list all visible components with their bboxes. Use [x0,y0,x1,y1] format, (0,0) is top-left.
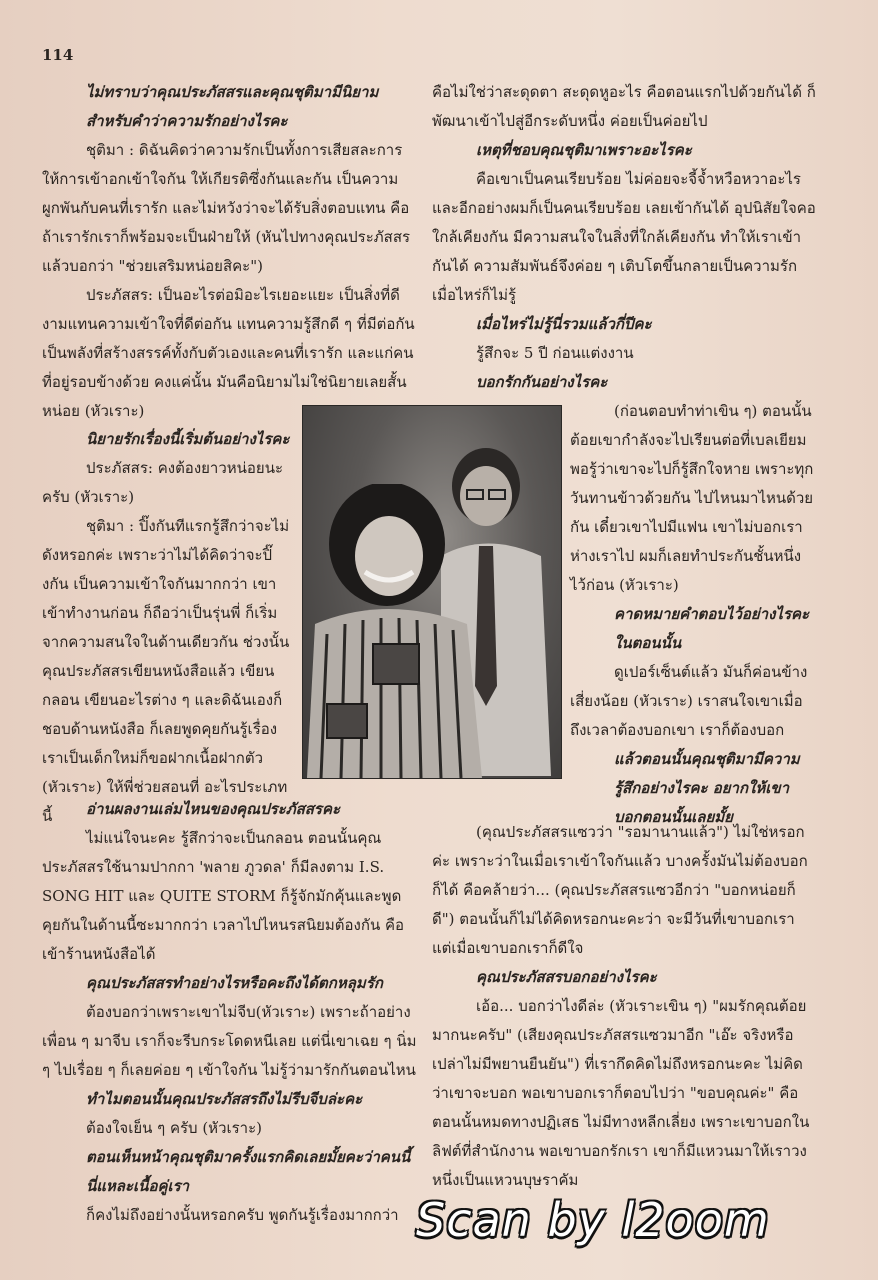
couple-photo [302,405,562,779]
interview-question: บอกรักกันอย่างไรคะ [476,373,608,391]
woman-figure [307,484,482,778]
interview-question: เหตุที่ชอบคุณชุติมาเพราะอะไรคะ [476,141,692,159]
scan-watermark: Scan by l2oom [416,1193,770,1247]
interview-answer: ประภัสสร: คงต้องยาวหน่อยนะครับ (หัวเราะ) [42,459,284,506]
interview-question: คุณประภัสสรบอกอย่างไรคะ [476,968,657,986]
interview-question: อ่านผลงานเล่มไหนของคุณประภัสสรคะ [86,800,341,818]
right-column-narrow [570,397,816,832]
interview-question: คาดหมายคำตอบไว้อย่างไรคะในตอนนั้น [614,605,810,652]
interview-question: คุณประภัสสรทำอย่างไรหรือคะถึงได้ตกหลุมรัก [86,974,383,992]
interview-question: เมื่อไหร่ไม่รู้นี่รวมแล้วกี่ปีคะ [476,315,652,333]
interview-question: นิยายรักเรื่องนี้เริ่มต้นอย่างไรคะ [86,430,290,448]
interview-answer: ชุติมา : ดิฉันคิดว่าความรักเป็นทั้งการเสียสละการให้การเข้าอกเข้าใจกัน ให้เกียรติซึ่งกันและกัน เป็นความผูกพันกับคนที่เรารัก และไม่หวังว่าจะได้รับสิ่งตอบแทน คือถ้าเรารักเราก็พร้อมจะเป็นฝ่ายให้ (หันไปทางคุณประภัสสรแล้วบอกว่า "ช่วยเสริมหน่อยสิคะ") [42,141,411,275]
right-column-top [432,78,816,397]
interview-answer: ต้องบอกว่าเพราะเขาไม่จีบ(หัวเราะ) เพราะถ้าอย่างเพื่อน ๆ มาจีบ เราก็จะรีบกระโดดหนีเลย แต่นี่เขาเฉย ๆ นิ่ม ๆ ไปเรื่อย ๆ ก็เลยค่อย ๆ เข้าใจกัน ไม่รู้ว่ามารักกันตอนไหน [42,1003,417,1079]
interview-question: ทำไมตอนนั้นคุณประภัสสรถึงไม่รีบจีบล่ะคะ [86,1090,363,1108]
interview-question: ตอนเห็นหน้าคุณชุติมาครั้งแรกคิดเลยมั้ยคะว่าคนนี้นี่แหละเนื้อคู่เรา [86,1148,411,1195]
interview-answer: คือไม่ใช่ว่าสะดุดตา สะดุดหูอะไร คือตอนแรกไปด้วยกันได้ ก็พัฒนาเข้าไปสู่อีกระดับหนึ่ง ค่อยเป็นค่อยไป [432,83,816,130]
interview-answer: ประภัสสร: เป็นอะไรต่อมิอะไรเยอะแยะ เป็นสิ่งที่ดีงามแทนความเข้าใจที่ดีต่อกัน แทนความรู้สึกดี ๆ ที่มีต่อกันเป็นพลังที่สร้างสรรค์ทั้งกับตัวเองและคนที่เรารัก และแก่คนที่อยู่รอบข้างด้วย คงแค่นั้น มันคือนิยามไม่ใช่นิยายเลยสั้นหน่อย (หัวเราะ) [42,286,415,420]
interview-answer: ชุติมา : ปิ๊งกันทีแรกรู้สึกว่าจะไม่ดังหรอกค่ะ เพราะว่าไม่ได้คิดว่าจะปิ๊งกัน เป็นความเข้าใจกันมากกว่า เขาเข้าทำงานก่อน ก็ถือว่าเป็นรุ่นพี่ ก็เริ่มจากความสนใจในด้านเดียวกัน ช่วงนั้นคุณประภัสสรเขียนหนังสือแล้ว เขียนกลอน เขียนอะไรต่าง ๆ และดิฉันเองก็ชอบด้านหนังสือ ก็เลยพูดคุยกันรู้เรื่องเราเป็นเด็กใหม่ก็ขอฝากเนื้อฝากตัว (หัวเราะ) ให้พี่ช่วยสอนที่ อะไรประเภทนี้ [42,517,290,825]
interview-answer: ไม่แน่ใจนะคะ รู้สึกว่าจะเป็นกลอน ตอนนั้นคุณประภัสสรใช้นามปากกา 'พลาย ภูวดล' ก็มีลงตาม I.S. SONG HIT และ QUITE STORM ก็รู้จักมักคุ้นและพูดคุยกันในด้านนี้ซะมากกว่า เวลาไปไหนรสนิยมต้องกัน คือเข้าร้านหนังสือได้ [42,829,405,963]
interview-question: ไม่ทราบว่าคุณประภัสสรและคุณชุติมามีนิยามสำหรับคำว่าความรักอย่างไรคะ [86,83,379,130]
left-column-narrow [42,425,294,831]
interview-answer: คือเขาเป็นคนเรียบร้อย ไม่ค่อยจะจี้จ้ำหวือหวาอะไร และอีกอย่างผมก็เป็นคนเรียบร้อย เลยเข้ากันได้ อุปนิสัยใจคอใกล้เคียงกัน มีความสนใจในสิ่งที่ใกล้เคียงกัน ทำให้เราเข้ากันได้ ความสัมพันธ์จึงค่อย ๆ เติบโตขึ้นกลายเป็นความรักเมื่อไหร่ก็ไม่รู้ [432,170,816,304]
interview-question: แล้วตอนนั้นคุณชุติมามีความรู้สึกอย่างไรคะ อยากให้เขาบอกตอนนั้นเลยมั้ย [614,750,800,826]
interview-answer: เอ้อ... บอกว่าไงดีล่ะ (หัวเราะเขิน ๆ) "ผมรักคุณต้อยมากนะครับ" (เสียงคุณประภัสสรแซวมาอีก "เอ๊ะ จริงหรือเปล่าไม่มีพยานยืนยัน") ที่เรากึดคิดไม่ถึงหรอกนะคะ ไม่คิดว่าเขาจะบอก พอเขาบอกเราก็ตอบไปว่า "ขอบคุณค่ะ" คือตอนนั้นหมดทางปฏิเสธ ไม่มีทางหลีกเลี่ยง เพราะเขาบอกในลิฟต์ที่สำนักงาน พอเขาบอกรักเรา เขาก็มีแหวนมาให้เราวงหนึ่งเป็นแหวนบุษราคัม [432,997,810,1189]
interview-answer: ดูเปอร์เซ็นต์แล้ว มันก็ค่อนข้างเสี่ยงน้อย (หัวเราะ) เราสนใจเขาเมื่อถึงเวลาต้องบอกเขา เราก็ต้องบอก [570,663,808,739]
interview-answer: ต้องใจเย็น ๆ ครับ (หัวเราะ) [86,1119,263,1137]
page-number: 114 [42,46,74,64]
interview-answer: รู้สึกจะ 5 ปี ก่อนแต่งงาน [476,344,634,362]
right-column-bottom [432,818,816,1195]
left-column-top [42,78,418,426]
left-column-bottom [42,795,418,1230]
interview-answer: (คุณประภัสสรแซวว่า "รอมานานแล้ว") ไม่ใช่หรอกค่ะ เพราะว่าในเมื่อเราเข้าใจกันแล้ว บางครั้งมันไม่ต้องบอกก็ได้ คือคล้ายว่า... (คุณประภัสสรแซวอีกว่า "บอกหน่อยก็ดี") ตอนนั้นก็ไม่ได้คิดหรอกนะคะว่า จะมีวันที่เขาบอกเรา แต่เมื่อเขาบอกเราก็ดีใจ [432,823,808,957]
interview-answer: ก็คงไม่ถึงอย่างนั้นหรอกครับ พูดกันรู้เรื่องมากกว่า [86,1206,399,1224]
interview-answer: (ก่อนตอบทำท่าเขิน ๆ) ตอนนั้นต้อยเขากำลังจะไปเรียนต่อที่เบลเยียม พอรู้ว่าเขาจะไปก็รู้สึกใจหาย เพราะทุกวันทานข้าวด้วยกัน ไปไหนมาไหนด้วยกัน เดี๋ยวเขาไปมีแฟน เขาไม่บอกเรา ห่างเราไป ผมก็เลยทำประกันชั้นหนึ่งไว้ก่อน (หัวเราะ) [570,402,814,594]
